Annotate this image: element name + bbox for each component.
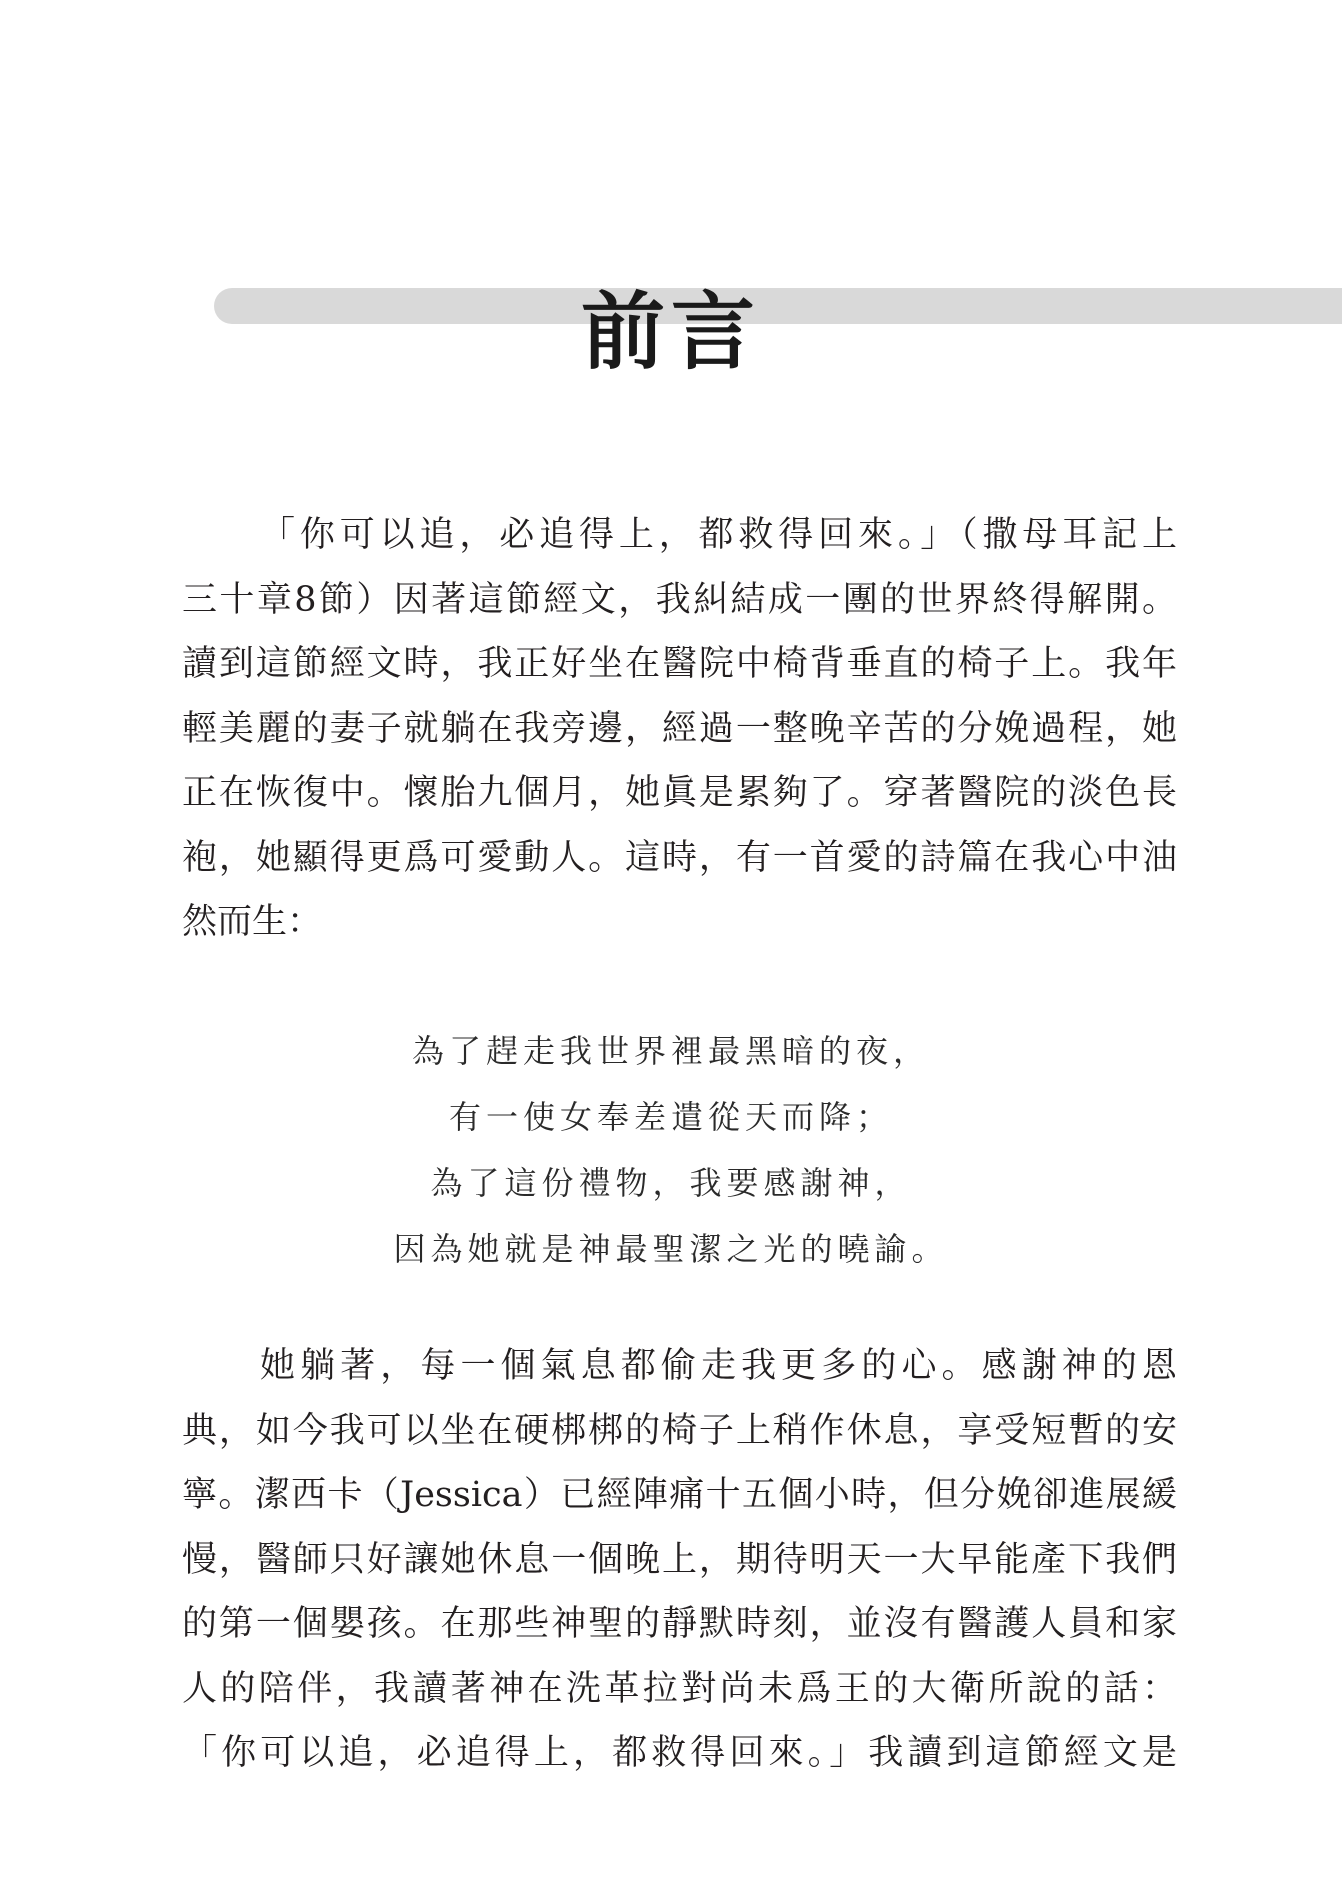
poem — [0, 1018, 1342, 1282]
poem-line: 為了趕走我世界裡最黑暗的夜， — [411, 1032, 930, 1070]
paragraph-line: 袍，她顯得更爲可愛動人。這時，有一首愛的詩篇在我心中油 — [182, 837, 1177, 878]
paragraph-line: 讀到這節經文時，我正好坐在醫院中椅背垂直的椅子上。我年 — [182, 644, 1177, 684]
paragraph-line: 慢，醫師只好讓她休息一個晚上，期待明天一大早能產下我們 — [182, 1539, 1177, 1580]
poem-line: 有一使女奉差遣從天而降； — [448, 1098, 893, 1136]
paragraph-line: 典，如今我可以坐在硬梆梆的椅子上稍作休息，享受短暫的安 — [182, 1410, 1177, 1451]
paragraph-line: 正在恢復中。懷胎九個月，她眞是累夠了。穿著醫院的淡色長 — [182, 773, 1177, 813]
paragraph-2 — [182, 1334, 1177, 1786]
paragraph-line: 寧。潔西卡（Jessica）已經陣痛十五個小時，但分娩卻進展緩 — [182, 1475, 1177, 1515]
paragraph-line: 她躺著，每一個氣息都偷走我更多的心。感謝神的恩 — [260, 1346, 1177, 1386]
paragraph-line: 人的陪伴，我讀著神在洗革拉對尚未爲王的大衛所說的話： — [182, 1668, 1177, 1709]
paragraph-line: 然而生： — [182, 902, 323, 942]
poem-line: 為了這份禮物，我要感謝神， — [430, 1164, 912, 1202]
paragraph-line: 「你可以追，必追得上，都救得回來。」（撒母耳記上 — [260, 515, 1177, 555]
poem-line: 因為她就是神最聖潔之光的曉諭。 — [393, 1230, 949, 1268]
paragraph-line: 的第一個嬰孩。在那些神聖的靜默時刻，並沒有醫護人員和家 — [182, 1604, 1177, 1644]
paragraph-line: 三十章8節）因著這節經文，我糾結成一團的世界終得解開。 — [182, 579, 1177, 620]
page-title: 前言 — [580, 283, 761, 382]
paragraph-1 — [182, 503, 1177, 955]
paragraph-line: 輕美麗的妻子就躺在我旁邊，經過一整晚辛苦的分娩過程，她 — [182, 708, 1177, 749]
paragraph-line: 「你可以追，必追得上，都救得回來。」我讀到這節經文是 — [182, 1733, 1177, 1773]
